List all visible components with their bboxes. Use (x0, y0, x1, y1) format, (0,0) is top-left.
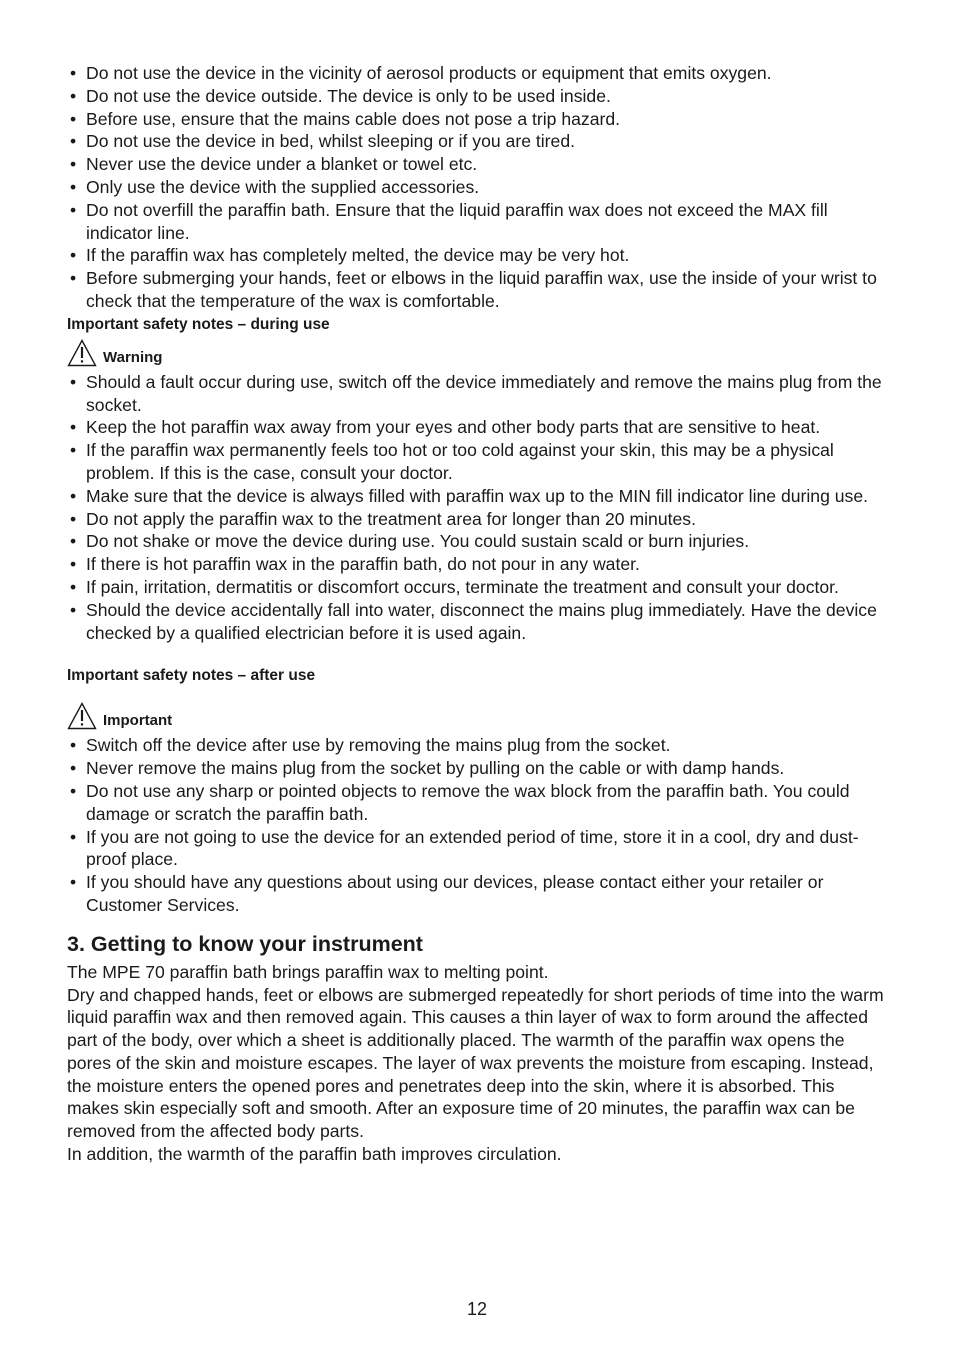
list-item: • Never use the device under a blanket or towel etc. (67, 153, 889, 176)
general-safety-list (67, 62, 889, 313)
list-item: • If the paraffin wax has completely melted, the device may be very hot. (67, 244, 889, 267)
warning-triangle-icon (67, 339, 103, 367)
warning-alert (67, 339, 889, 367)
list-item: • If you should have any questions about using our devices, please contact either your retailer or Customer Services. (67, 871, 889, 917)
list-item: • Before use, ensure that the mains cable does not pose a trip hazard. (67, 108, 889, 131)
paragraph: In addition, the warmth of the paraffin bath improves circulation. (67, 1144, 562, 1165)
list-item: • If the paraffin wax permanently feels too hot or too cold against your skin, this may be a physical problem. If this is the case, consult your doctor. (67, 439, 889, 485)
important-label: Important (103, 712, 173, 730)
page-number: 12 (466, 1299, 488, 1319)
list-item: • Do not apply the paraffin wax to the treatment area for longer than 20 minutes. (67, 508, 889, 531)
document-page (67, 62, 889, 1166)
list-item: • Keep the hot paraffin wax away from your eyes and other body parts that are sensitive to heat. (67, 416, 889, 439)
list-item: • If there is hot paraffin wax in the paraffin bath, do not pour in any water. (67, 553, 889, 576)
list-item: • Never remove the mains plug from the socket by pulling on the cable or with damp hands. (67, 757, 889, 780)
list-item: • Switch off the device after use by removing the mains plug from the socket. (67, 734, 889, 757)
list-item: • Do not use the device outside. The device is only to be used inside. (67, 85, 889, 108)
during-use-heading: Important safety notes – during use (67, 315, 330, 333)
list-item: • Make sure that the device is always filled with paraffin wax up to the MIN fill indicator line during use. (67, 485, 889, 508)
list-item: • Do not overfill the paraffin bath. Ensure that the liquid paraffin wax does not exceed the MAX fill indicator line. (67, 199, 889, 245)
paragraph: The MPE 70 paraffin bath brings paraffin wax to melting point. (67, 961, 549, 982)
list-item: • Do not shake or move the device during use. You could sustain scald or burn injuries. (67, 530, 889, 553)
important-alert (67, 702, 889, 730)
after-use-list (67, 734, 889, 916)
list-item: • Should the device accidentally fall into water, disconnect the mains plug immediately. Have the device checked by a qualified electrician before it is used again. (67, 599, 889, 645)
list-item: • Do not use any sharp or pointed objects to remove the wax block from the paraffin bath. You could damage or scratch the paraffin bath. (67, 780, 889, 826)
list-item: • Do not use the device in bed, whilst sleeping or if you are tired. (67, 130, 889, 153)
list-item: • Only use the device with the supplied accessories. (67, 176, 889, 199)
after-use-heading: Important safety notes – after use (67, 667, 316, 685)
list-item: • Before submerging your hands, feet or elbows in the liquid paraffin wax, use the inside of your wrist to check that the temperature of the wax is comfortable. (67, 267, 889, 313)
list-item: • If pain, irritation, dermatitis or discomfort occurs, terminate the treatment and consult your doctor. (67, 576, 889, 599)
list-item: • If you are not going to use the device for an extended period of time, store it in a cool, dry and dust-proof place. (67, 826, 889, 872)
list-item: • Do not use the device in the vicinity of aerosol products or equipment that emits oxygen. (67, 62, 889, 85)
warning-triangle-icon (67, 702, 103, 730)
during-use-list (67, 371, 889, 645)
warning-label: Warning (103, 348, 163, 366)
section-title: 3. Getting to know your instrument (67, 931, 423, 956)
paragraph: Dry and chapped hands, feet or elbows are submerged repeatedly for short periods of time into the warm liquid paraffin wax and then removed again. This causes a thin layer of wax to form around the affected part of the body, over which a sheet is additionally placed. The warmth of the paraffin wax opens the pores of the skin and moisture escapes. The layer of wax prevents the moisture from escaping. Instead, the moisture enters the opened pores and penetrates deep into the skin, where it is absorbed. This makes skin especially soft and smooth. After an exposure time of 20 minutes, the paraffin wax can be removed from the affected body parts. (67, 984, 884, 1142)
list-item: • Should a fault occur during use, switch off the device immediately and remove the mains plug from the socket. (67, 371, 889, 417)
